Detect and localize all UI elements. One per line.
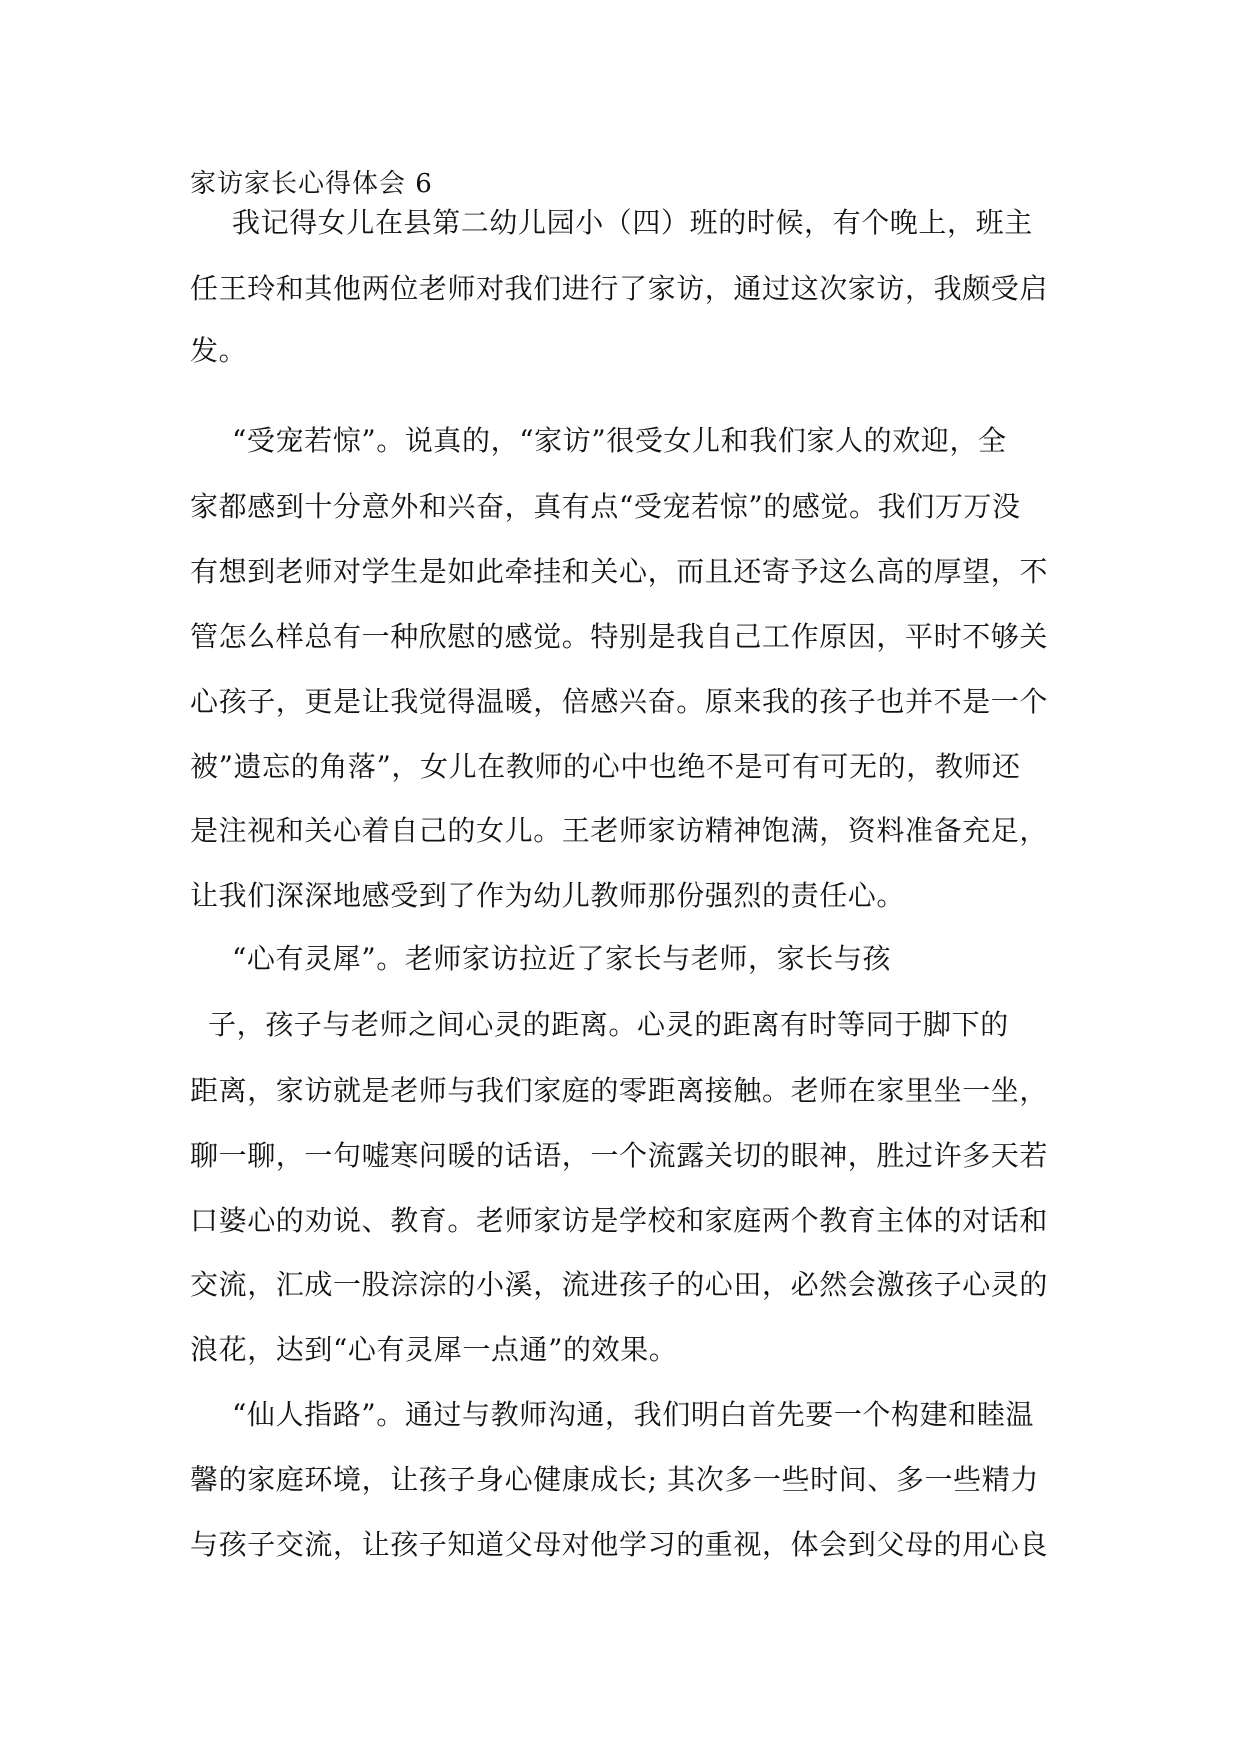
text-line: “心有灵犀”。老师家访拉近了家长与老师，家长与孩 [232, 942, 892, 975]
text-line: “受宠若惊”。说真的，“家访”很受女儿和我们家人的欢迎，全 [232, 424, 1007, 457]
text-line: 让我们深深地感受到了作为幼儿教师那份强烈的责任心。 [190, 879, 906, 912]
text-line: 聊一聊，一句嘘寒问暖的话语，一个流露关切的眼神，胜过许多天若 [190, 1139, 1049, 1172]
text-line: 心孩子，更是让我觉得温暖，倍感兴奋。原来我的孩子也并不是一个 [190, 685, 1049, 718]
text-line: 距离，家访就是老师与我们家庭的零距离接触。老师在家里坐一坐， [190, 1074, 1049, 1107]
text-line: 家都感到十分意外和兴奋，真有点“受宠若惊”的感觉。我们万万没 [190, 490, 1021, 523]
text-line: 是注视和关心着自己的女儿。王老师家访精神饱满，资料准备充足， [190, 814, 1049, 847]
text-line: 任王玲和其他两位老师对我们进行了家访，通过这次家访，我颇受启 [190, 272, 1049, 305]
text-line: 被”遗忘的角落”，女儿在教师的心中也绝不是可有可无的，教师还 [190, 750, 1021, 783]
text-line: 馨的家庭环境，让孩子身心健康成长; 其次多一些时间、多一些精力 [190, 1463, 1039, 1496]
text-line: 发。 [190, 334, 248, 367]
text-line: “仙人指路”。通过与教师沟通，我们明白首先要一个构建和睦温 [232, 1398, 1035, 1431]
document-title: 家访家长心得体会 6 [190, 169, 433, 199]
text-line: 口婆心的劝说、教育。老师家访是学校和家庭两个教育主体的对话和 [190, 1204, 1049, 1237]
text-line: 我记得女儿在县第二幼儿园小（四）班的时候，有个晚上，班主 [232, 206, 1033, 239]
text-line: 管怎么样总有一种欣慰的感觉。特别是我自己工作原因，平时不够关 [190, 620, 1049, 653]
text-line: 有想到老师对学生是如此牵挂和关心，而且还寄予这么高的厚望，不 [190, 555, 1049, 588]
text-line: 与孩子交流，让孩子知道父母对他学习的重视，体会到父母的用心良 [190, 1528, 1049, 1561]
text-line: 子，孩子与老师之间心灵的距离。心灵的距离有时等同于脚下的 [208, 1008, 1009, 1041]
text-line: 交流，汇成一股淙淙的小溪，流进孩子的心田，必然会激孩子心灵的 [190, 1268, 1049, 1301]
text-line: 浪花，达到“心有灵犀一点通”的效果。 [190, 1333, 678, 1366]
